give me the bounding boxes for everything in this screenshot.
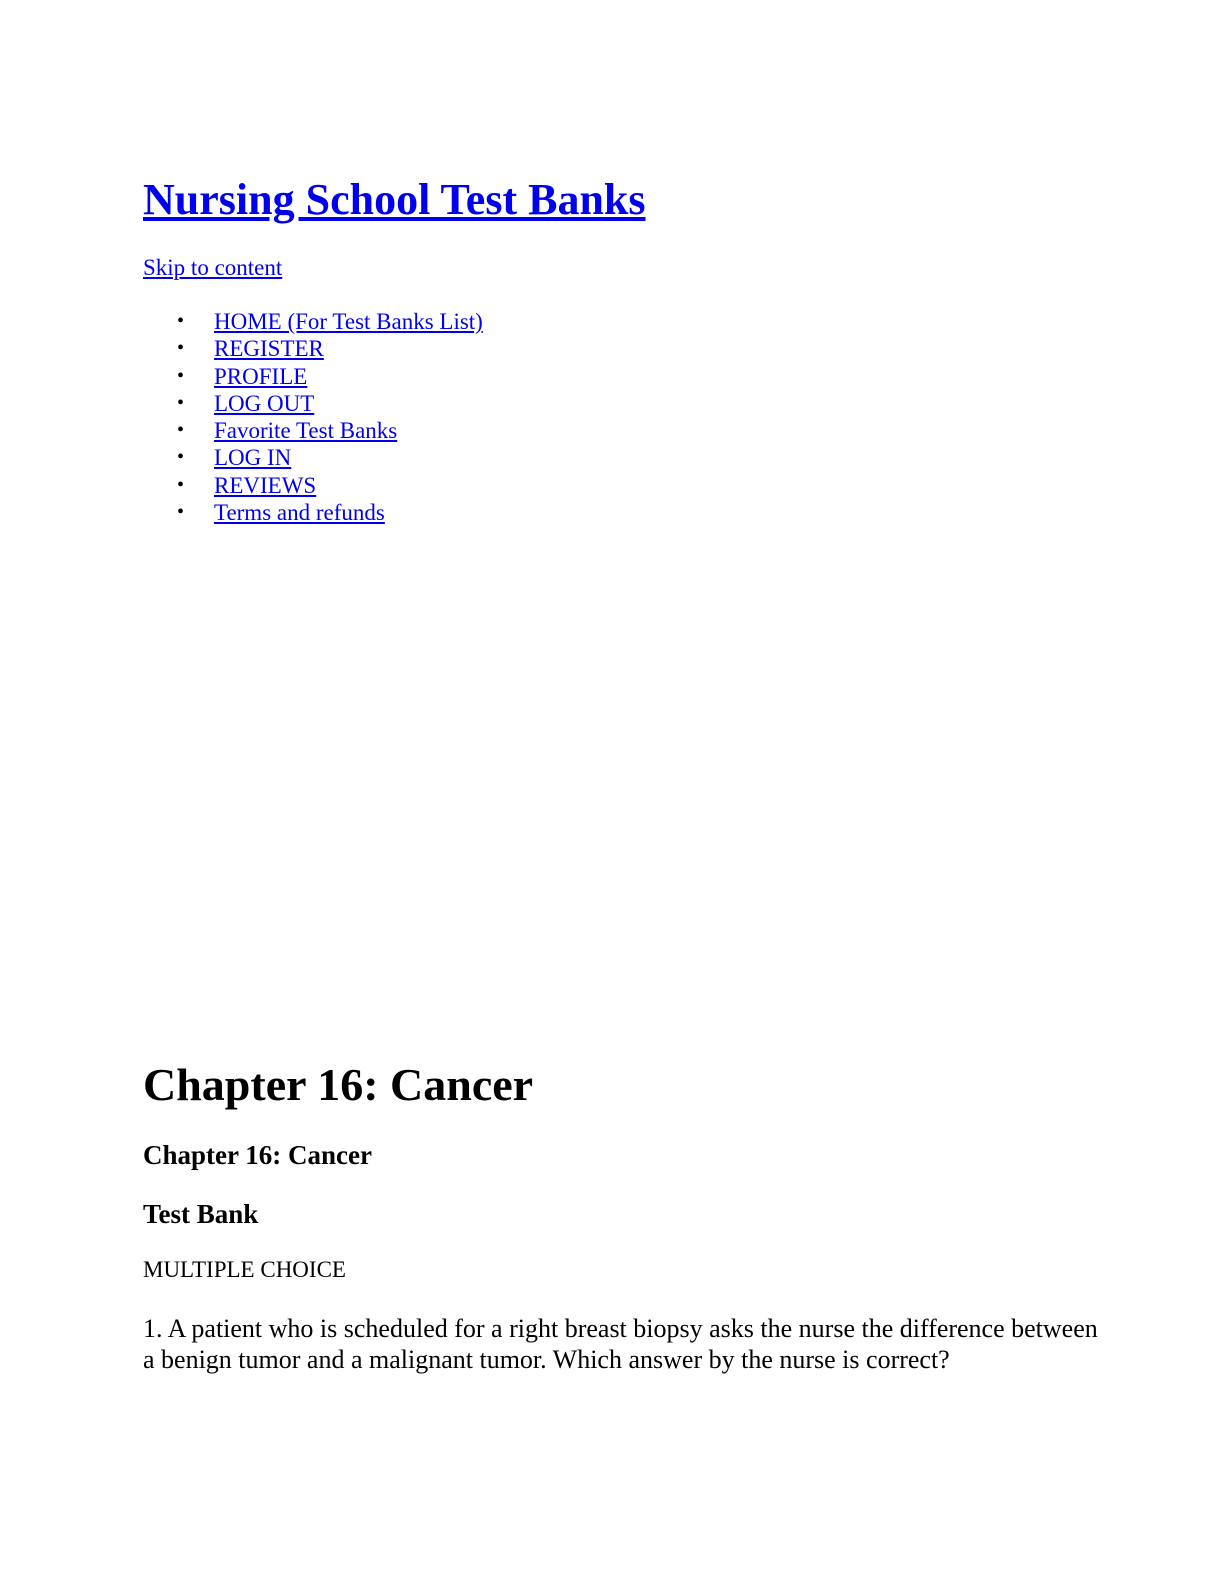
section-heading: Test Bank (143, 1199, 259, 1229)
nav-item-terms (143, 499, 483, 526)
nav-link-register[interactable]: REGISTER (214, 336, 324, 362)
bullet-icon: • (177, 419, 185, 442)
main-nav (143, 308, 483, 526)
bullet-icon: • (177, 501, 185, 524)
nav-link-log-in[interactable]: LOG IN (214, 445, 292, 471)
question-type-label: MULTIPLE CHOICE (143, 1257, 346, 1282)
nav-link-favorites[interactable]: Favorite Test Banks (214, 418, 398, 444)
bullet-icon: • (177, 391, 185, 414)
bullet-icon: • (177, 310, 185, 332)
bullet-icon: • (177, 446, 185, 469)
question-text: 1. A patient who is scheduled for a right breast biopsy asks the nurse the difference between a benign tumor and a malignant tumor. Which answer by the nurse is correct? (143, 1314, 1098, 1374)
nav-item-reviews (143, 472, 483, 499)
nav-link-profile[interactable]: PROFILE (214, 363, 308, 389)
bullet-icon: • (177, 364, 185, 387)
skip-to-content-link[interactable]: Skip to content (143, 255, 283, 280)
nav-link-reviews[interactable]: REVIEWS (214, 472, 317, 498)
bullet-icon: • (177, 473, 185, 496)
nav-link-home[interactable]: HOME (For Test Banks List) (214, 309, 483, 334)
nav-item-log-in (143, 444, 483, 471)
page-title: Chapter 16: Cancer (143, 1059, 534, 1110)
nav-link-log-out[interactable]: LOG OUT (214, 390, 315, 416)
bullet-icon: • (177, 337, 185, 360)
site-title-link[interactable]: Nursing School Test Banks (143, 175, 646, 224)
chapter-subtitle: Chapter 16: Cancer (143, 1140, 372, 1170)
nav-item-register (143, 335, 483, 362)
nav-item-profile (143, 363, 483, 390)
site-title (143, 172, 646, 228)
nav-link-terms[interactable]: Terms and refunds (214, 500, 385, 526)
nav-item-home (143, 308, 483, 335)
nav-item-log-out (143, 390, 483, 417)
nav-item-favorites (143, 417, 483, 444)
